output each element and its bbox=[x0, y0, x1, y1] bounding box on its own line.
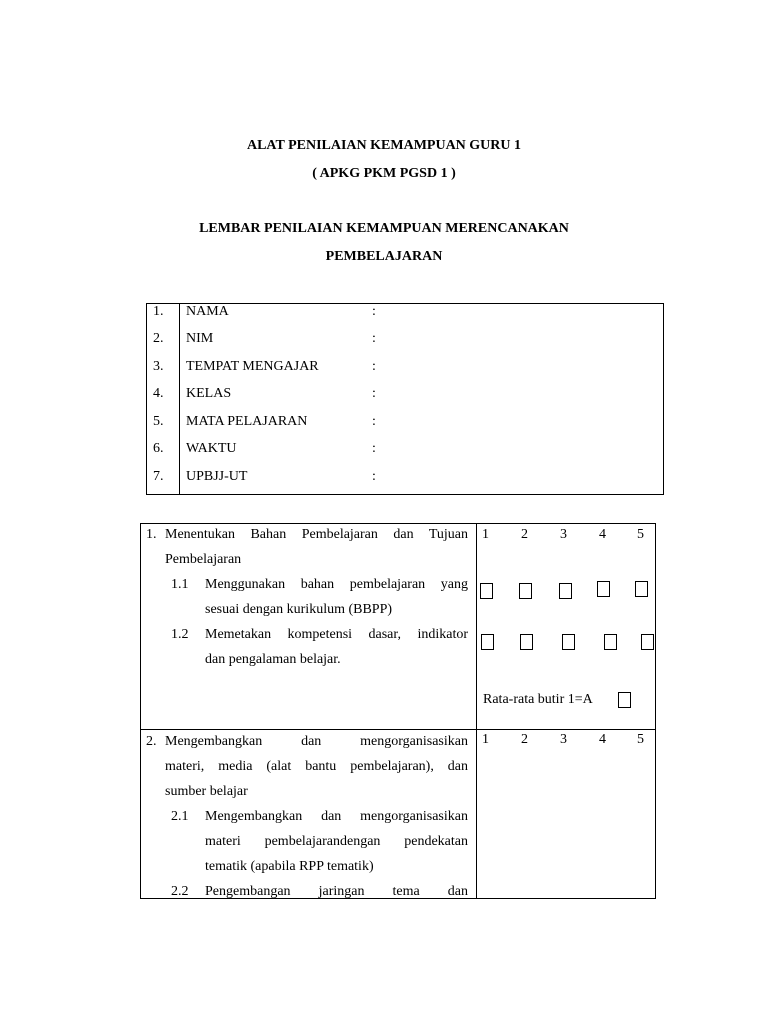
item-1-1-score-3-checkbox[interactable] bbox=[559, 583, 572, 599]
field-colon: : bbox=[372, 469, 376, 484]
section-1-heading-continued: Pembelajaran bbox=[165, 552, 242, 567]
item-1-1-text-continued: sesuai dengan kurikulum (BBPP) bbox=[205, 602, 393, 617]
field-label-upbjj-ut: UPBJJ-UT bbox=[186, 469, 248, 484]
item-1-1-number: 1.1 bbox=[171, 577, 189, 592]
item-2-1-text: Mengembangkan dan mengorganisasikan bbox=[205, 809, 468, 824]
item-1-1-score-1-checkbox[interactable] bbox=[480, 583, 493, 599]
item-1-2-text: Memetakan kompetensi dasar, indikator bbox=[205, 627, 468, 642]
item-1-2-score-5-checkbox[interactable] bbox=[641, 634, 654, 650]
identity-table bbox=[146, 303, 664, 495]
field-label-nama: NAMA bbox=[186, 304, 229, 319]
item-1-2-score-3-checkbox[interactable] bbox=[562, 634, 575, 650]
scale-label-1: 1 bbox=[482, 527, 489, 542]
item-2-1-text-continued: materi pembelajarandengan pendekatan bbox=[205, 834, 468, 849]
item-2-2-number: 2.2 bbox=[171, 884, 189, 899]
scale-label-4: 4 bbox=[599, 527, 606, 542]
item-1-2-score-2-checkbox[interactable] bbox=[520, 634, 533, 650]
row-number: 4. bbox=[153, 386, 164, 401]
item-1-2-number: 1.2 bbox=[171, 627, 189, 642]
section-2-number: 2. bbox=[146, 734, 157, 749]
item-2-1-text-end: tematik (apabila RPP tematik) bbox=[205, 859, 374, 874]
row-number: 2. bbox=[153, 331, 164, 346]
field-label-nim: NIM bbox=[186, 331, 214, 346]
item-1-2-text-continued: dan pengalaman belajar. bbox=[205, 652, 341, 667]
item-1-1-score-4-checkbox[interactable] bbox=[597, 581, 610, 597]
field-label-tempat-mengajar: TEMPAT MENGAJAR bbox=[186, 359, 319, 374]
section-2-heading-continued: materi, media (alat bantu pembelajaran), dan bbox=[165, 759, 468, 774]
field-label-waktu: WAKTU bbox=[186, 441, 237, 456]
section-2-heading: Mengembangkan dan mengorganisasikan bbox=[165, 734, 468, 749]
row-number: 5. bbox=[153, 414, 164, 429]
item-1-1-score-2-checkbox[interactable] bbox=[519, 583, 532, 599]
section-1-number: 1. bbox=[146, 527, 157, 542]
row-number: 1. bbox=[153, 304, 164, 319]
item-2-2-text: Pengembangan jaringan tema dan bbox=[205, 884, 468, 899]
form-title: LEMBAR PENILAIAN KEMAMPUAN MERENCANAKAN bbox=[199, 221, 569, 236]
item-1-1-text: Menggunakan bahan pembelajaran yang bbox=[205, 577, 468, 592]
field-colon: : bbox=[372, 441, 376, 456]
field-colon: : bbox=[372, 304, 376, 319]
row-number: 7. bbox=[153, 469, 164, 484]
item-1-2-score-4-checkbox[interactable] bbox=[604, 634, 617, 650]
identity-row-upbjj-ut bbox=[147, 469, 663, 489]
criteria-table bbox=[140, 523, 656, 899]
identity-row-waktu bbox=[147, 441, 663, 461]
item-1-1-score-5-checkbox[interactable] bbox=[635, 581, 648, 597]
scale-label-3: 3 bbox=[560, 732, 567, 747]
average-label: Rata-rata butir 1=A bbox=[483, 692, 593, 707]
field-colon: : bbox=[372, 386, 376, 401]
column-divider bbox=[476, 524, 477, 898]
scale-label-3: 3 bbox=[560, 527, 567, 542]
scale-label-1: 1 bbox=[482, 732, 489, 747]
field-colon: : bbox=[372, 414, 376, 429]
document-code: ( APKG PKM PGSD 1 ) bbox=[312, 166, 456, 181]
field-colon: : bbox=[372, 331, 376, 346]
row-number: 3. bbox=[153, 359, 164, 374]
scale-label-2: 2 bbox=[521, 732, 528, 747]
scale-label-5: 5 bbox=[637, 527, 644, 542]
item-1-2-score-1-checkbox[interactable] bbox=[481, 634, 494, 650]
identity-row-nim bbox=[147, 331, 663, 351]
form-title-continued: PEMBELAJARAN bbox=[325, 249, 443, 264]
scale-label-5: 5 bbox=[637, 732, 644, 747]
identity-row-mata-pelajaran bbox=[147, 414, 663, 434]
section-1-heading: Menentukan Bahan Pembelajaran dan Tujuan bbox=[165, 527, 468, 542]
field-colon: : bbox=[372, 359, 376, 374]
document-title: ALAT PENILAIAN KEMAMPUAN GURU 1 bbox=[246, 138, 522, 153]
identity-row-nama bbox=[147, 304, 663, 324]
identity-row-tempat-mengajar bbox=[147, 359, 663, 379]
field-label-mata-pelajaran: MATA PELAJARAN bbox=[186, 414, 308, 429]
average-score-box[interactable] bbox=[618, 692, 631, 708]
identity-row-kelas bbox=[147, 386, 663, 406]
field-label-kelas: KELAS bbox=[186, 386, 232, 401]
row-number: 6. bbox=[153, 441, 164, 456]
scale-label-2: 2 bbox=[521, 527, 528, 542]
section-2-heading-end: sumber belajar bbox=[165, 784, 248, 799]
scale-label-4: 4 bbox=[599, 732, 606, 747]
item-2-1-number: 2.1 bbox=[171, 809, 189, 824]
